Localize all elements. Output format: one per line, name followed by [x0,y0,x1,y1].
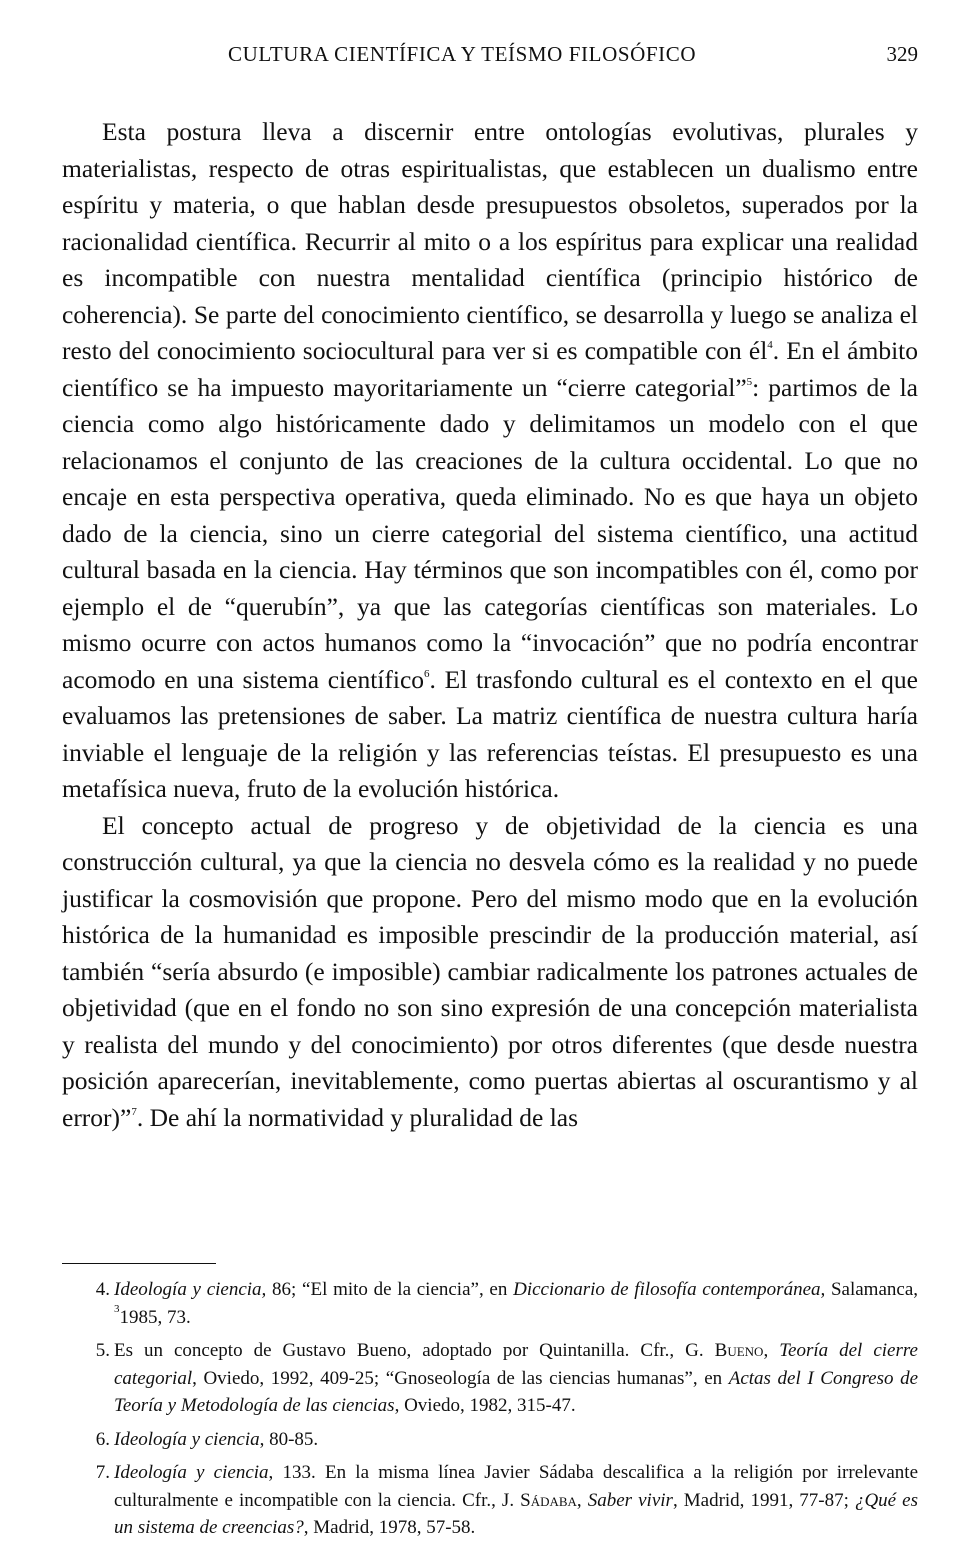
text-run: , [763,1340,780,1361]
footnote-5 [62,1337,918,1420]
edition-superscript: 3 [114,1302,120,1315]
text-run: , [576,1489,588,1511]
author-name: Bueno [714,1340,764,1361]
footnote-text [114,1337,918,1420]
text-run: , 133. En la misma línea Javier Sádaba descalifica a la religión por irrelevante culturalmente e incompatible con la ciencia. Cfr., J. [114,1462,919,1511]
work-title: ¿Qué es un sistema de creencias? [114,1489,918,1538]
footnote-ref-6[interactable]: 6 [424,667,430,680]
work-title: Ideología y ciencia [114,1428,260,1450]
work-title: Saber vivir [587,1489,673,1511]
footnote-text [114,1276,918,1331]
footnote-number: 4. [95,1279,110,1300]
text-run: . En el ámbito científico se ha impuesto mayoritariamente un “cierre categorial” [62,336,918,402]
main-text [62,114,918,1136]
running-title: CULTURA CIENTÍFICA Y TEÍSMO FILOSÓFICO [228,42,697,66]
footnote-6 [62,1426,918,1454]
running-header [62,42,918,72]
footnote-number: 5. [95,1340,110,1361]
footnote-7 [62,1459,918,1542]
author-name: Sádaba [520,1489,577,1511]
work-title: Teoría del cierre categorial [114,1340,918,1389]
text-run: . El trasfondo cultural es el contexto en el que evaluamos las pretensiones de saber. La matriz científica de nuestra cultura haría inviable el lenguaje de la religión y las referencias teístas. El presupuesto es una metafísica nueva, fruto de la evolución histórica. [62,664,918,803]
text-run: , Oviedo, 1982, 315-47. [394,1395,576,1416]
work-title: Actas del I Congreso de Teoría y Metodología de las ciencias [114,1367,919,1416]
work-title: Diccionario de filosofía contemporánea, [513,1279,826,1300]
footnote-number: 7. [95,1462,110,1483]
text-run: : partimos de la ciencia como algo históricamente dado y delimitamos un modelo con el que relacionamos el conjunto de las creaciones de la cultura occidental. Lo que no encaje en esta perspectiva operativa, queda eliminado. No es que haya un objeto dado de la ciencia, sino un cierre categorial del sistema científico, una actitud cultural basada en la ciencia. Hay términos que son incompatibles con él, como por ejemplo el de “querubín”, ya que las categorías científicas son materiales. Lo mismo ocurre con actos humanos como la “invocación” que no podría encontrar acomodo en una sistema científico [62,372,918,694]
footnote-text [114,1459,918,1542]
text-run: Salamanca, [825,1279,919,1300]
footnote-separator [62,1263,216,1264]
footnote-4 [62,1276,918,1331]
footnote-ref-5[interactable]: 5 [746,375,753,388]
footnote-ref-7[interactable]: 7 [131,1105,137,1118]
text-run: Esta postura lleva a discernir entre ontologías evolutivas, plurales y materialistas, respecto de otras espiritualistas, que establecen un dualismo entre espíritu y materia, o que hablan desde presupuestos obsoletos, superados por la racionalidad científica. Recurrir al mito o a los espíritus para explicar una realidad es incompatible con nuestra mentalidad científica (principio histórico de coherencia). Se parte del conocimiento científico, se desarrolla y luego se analiza el resto del conocimiento sociocultural para ver si es compatible con él [62,117,918,365]
paragraph-2 [62,808,918,1137]
footnote-text [114,1426,918,1454]
paragraph-1 [62,114,918,808]
text-run: El concepto actual de progreso y de objetividad de la ciencia es una construcción cultural, ya que la ciencia no desvela cómo es la realidad y no puede justificar la cosmovisión que propone. Pero del mismo modo que en la evolución histórica de la humanidad es imposible prescindir de la producción material, así también “sería absurdo (e imposible) cambiar radicalmente los patrones actuales de objetividad (que en el fondo no son sino expresión de una concepción materialista y realista del mundo y del conocimiento) por otros diferentes (que desde nuestra posición aparecerían, inevitablemente, como puertas abiertas al oscurantismo y al error)” [62,810,918,1132]
text-run: , Madrid, 1991, 77-87; [672,1489,855,1511]
footnotes [62,1276,918,1548]
text-run: , Madrid, 1978, 57-58. [303,1517,476,1538]
work-title: Ideología y ciencia [114,1462,269,1483]
text-run: , Oviedo, 1992, 409-25; “Gnoseología de las ciencias humanas”, en [192,1367,729,1389]
footnote-ref-4[interactable]: 4 [767,339,773,351]
text-run: , 80-85. [259,1428,319,1450]
text-run: . De ahí la normatividad y pluralidad de las [136,1102,579,1132]
footnote-number: 6. [95,1428,110,1450]
text-run: 86; “El mito de la ciencia”, en [266,1279,514,1300]
text-run: 1985, 73. [119,1306,191,1328]
page-number: 329 [886,42,918,66]
work-title: Ideología y ciencia, [114,1279,267,1300]
text-run: Es un concepto de Gustavo Bueno, adoptado por Quintanilla. Cfr., G. [114,1340,715,1361]
